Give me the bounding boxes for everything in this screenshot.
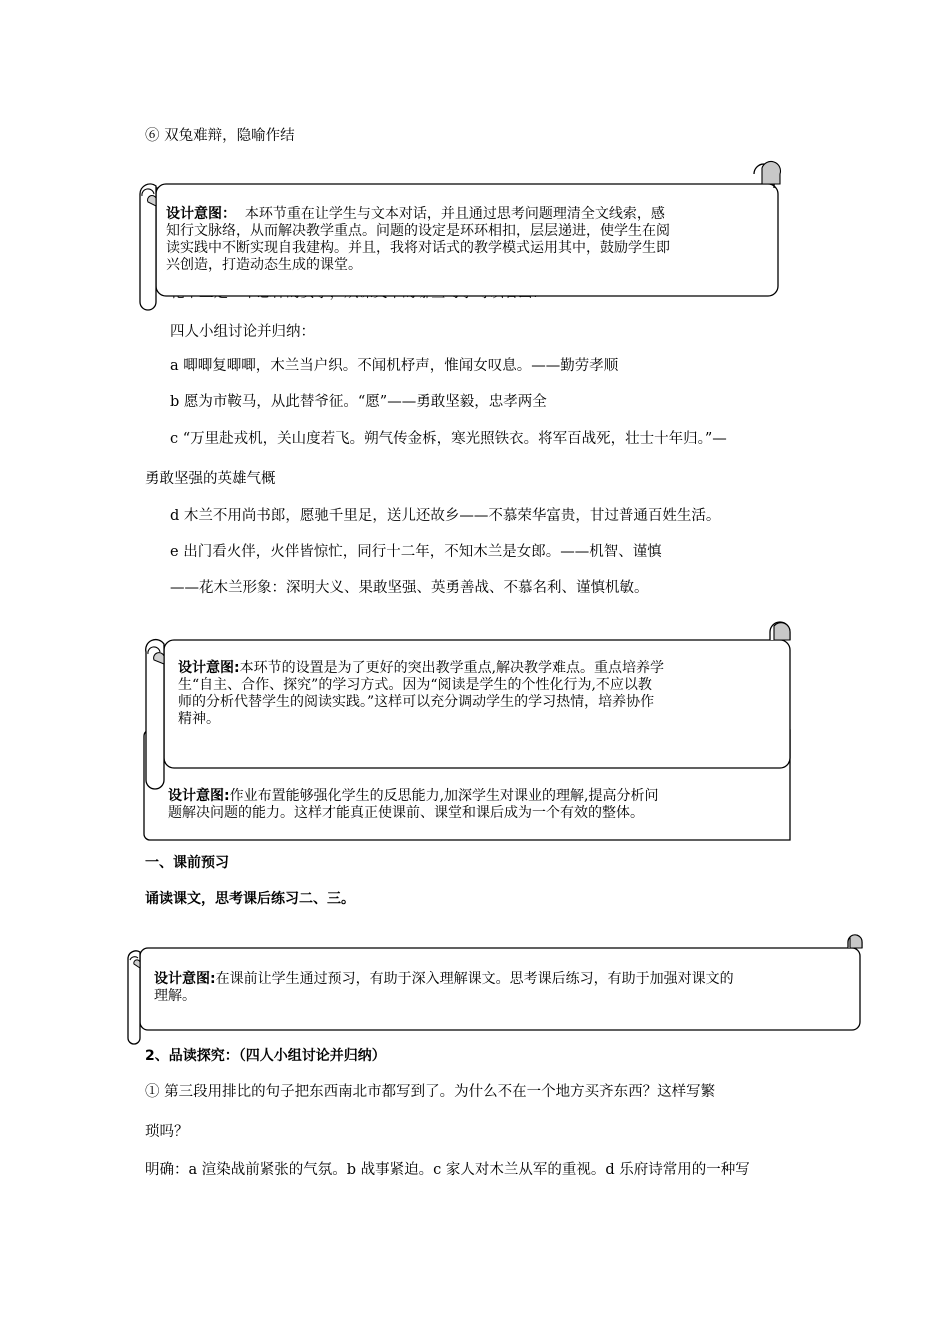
design-intent-label: 设计意图:: [178, 660, 240, 676]
design-intent-label: 设计意图:: [168, 788, 230, 804]
scroll4-line-1: 在课前让学生通过预习，有助于深入理解课文。思考课后练习，有助于加强对课文的: [215, 971, 734, 987]
scroll3-line-2: 题解决问题的能力。这样才能真正使课前、课堂和课后成为一个有效的整体。: [168, 805, 644, 821]
scroll2-line-3: 师的分析代替学生的阅读实践。”这样可以充分调动学生的学习热情，培养协作: [178, 694, 655, 710]
section-title-preview: 一、课前预习: [145, 855, 229, 871]
design-intent-scroll-4: [124, 934, 866, 1046]
question-one-line-1: ① 第三段用排比的句子把东西南北市都写到了。为什么不在一个地方买齐东西？这样写繁: [145, 1084, 716, 1100]
group-discuss-line: 四人小组讨论并归纳：: [170, 324, 315, 340]
scroll1-line-2: 知行文脉络，从而解决教学重点。问题的设定是环环相扣，层层递进，使学生在阅: [166, 223, 670, 239]
item-c: c “万里赴戎机，关山度若飞。朔气传金柝，寒光照铁衣。将军百战死，壮士十年归。”—: [170, 431, 727, 447]
list-item-six: ⑥ 双兔难辩，隐喻作结: [145, 128, 295, 144]
scroll2-line-4: 精神。: [178, 711, 220, 727]
item-a: a 唧唧复唧唧，木兰当户织。不闻机杼声，惟闻女叹息。——勤劳孝顺: [170, 358, 619, 374]
scroll2-line-2: 生“自主、合作、探究”的学习方式。因为“阅读是学生的个性化行为,不应以教: [178, 677, 652, 693]
scroll1-line-3: 读实践中不断实现自我建构。并且，我将对话式的教学模式运用其中，鼓励学生即: [166, 240, 670, 256]
question-one-line-2: 琐吗？: [145, 1124, 189, 1140]
summary-line: ——花木兰形象：深明大义、果敢坚强、英勇善战、不慕名利、谨慎机敏。: [170, 580, 649, 596]
design-intent-scroll-2: [142, 620, 794, 790]
design-intent-label: 设计意图：: [166, 206, 236, 222]
item-c-continued: 勇敢坚强的英雄气概: [145, 471, 276, 487]
item-b: b 愿为市鞍马，从此替爷征。“愿”——勇敢坚毅，忠孝两全: [170, 394, 547, 410]
scroll2-line-1: 本环节的设置是为了更好的突出教学重点,解决教学难点。重点培养学: [239, 660, 665, 676]
section-title-explore: 2、品读探究：（四人小组讨论并归纳）: [145, 1048, 386, 1064]
scroll3-line-1: 作业布置能够强化学生的反思能力,加深学生对课业的理解,提高分析问: [229, 788, 659, 804]
scroll4-line-2: 理解。: [154, 988, 196, 1004]
item-d: d 木兰不用尚书郎，愿驰千里足，送儿还故乡——不慕荣华富贵，甘过普通百姓生活。: [170, 508, 721, 524]
section-body-preview: 诵读课文，思考课后练习二、三。: [145, 891, 355, 907]
item-e: e 出门看火伴，火伴皆惊忙，同行十二年，不知木兰是女郎。——机智、谨慎: [170, 544, 662, 560]
design-intent-scroll-1: [134, 164, 784, 314]
answer-line: 明确：a 渲染战前紧张的气氛。b 战事紧迫。c 家人对木兰从军的重视。d 乐府诗常用的一种写: [145, 1162, 750, 1178]
scroll1-line-4: 兴创造，打造动态生成的课堂。: [166, 257, 362, 273]
scroll1-line-1: 本环节重在让学生与文本对话，并且通过思考问题理清全文线索，感: [244, 206, 665, 222]
design-intent-label: 设计意图:: [154, 971, 216, 987]
